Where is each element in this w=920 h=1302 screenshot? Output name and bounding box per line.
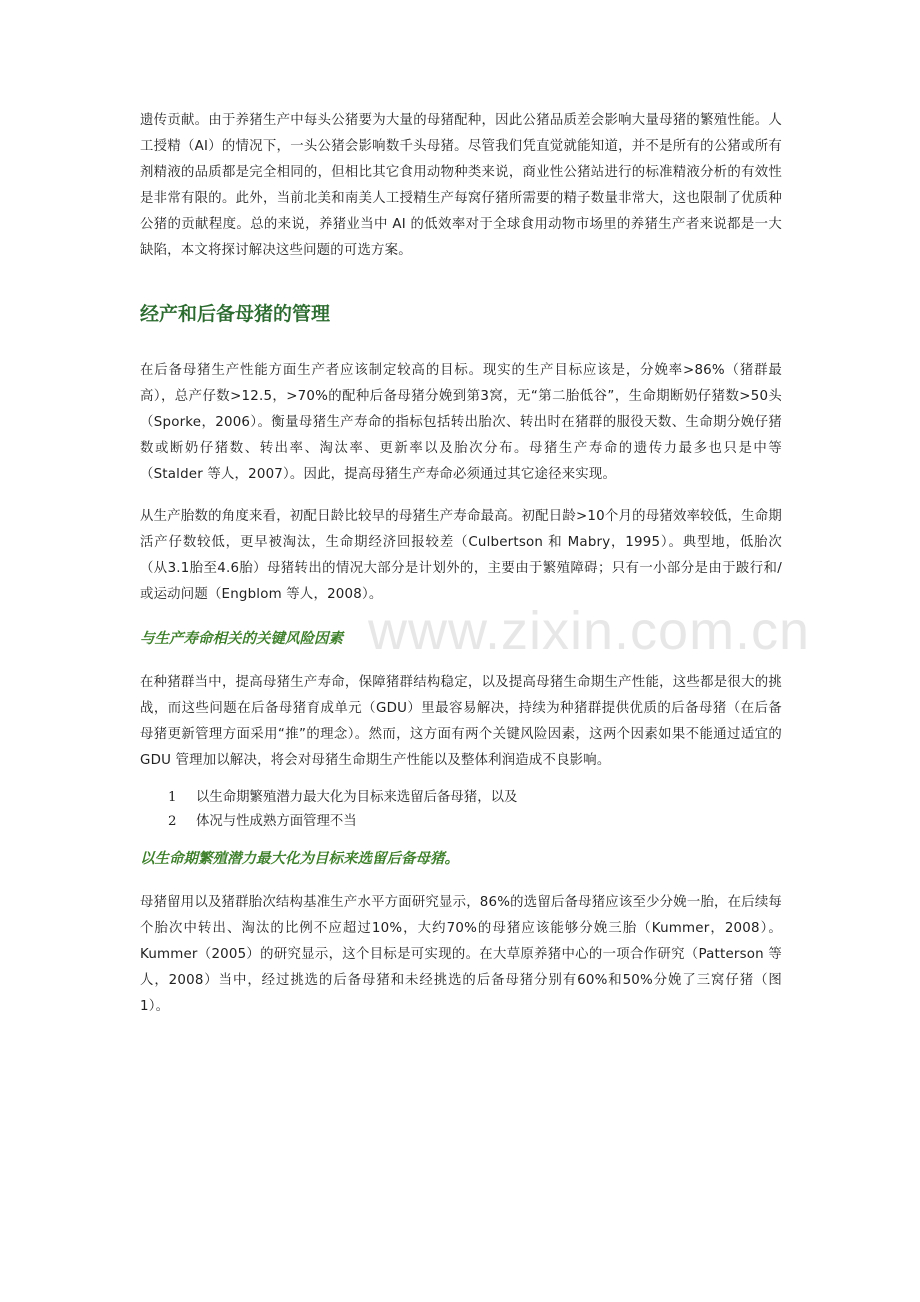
list-item-number: 2	[168, 814, 177, 829]
list-item	[140, 786, 782, 810]
list-item-number: 1	[168, 790, 177, 805]
paragraph-gdu: 在种猪群当中，提高母猪生产寿命，保障猪群结构稳定，以及提高母猪生命期生产性能，这些都是很大的挑战，而这些问题在后备母猪育成单元（GDU）里最容易解决，持续为种猪群提供优质的后备母猪（在后备母猪更新管理方面采用“推”的理念）。然而，这方面有两个关键风险因素，这两个因素如果不能通过适宜的 GDU 管理加以解决，将会对母猪生命期生产性能以及整体利润造成不良影响。	[140, 675, 782, 768]
subheading-risk-factors: 与生产寿命相关的关键风险因素	[140, 631, 343, 647]
list-item-text: 以生命期繁殖潜力最大化为目标来选留后备母猪，以及	[196, 790, 518, 805]
list-item-text: 体况与性成熟方面管理不当	[196, 814, 357, 829]
paragraph-intro: 遗传贡献。由于养猪生产中每头公猪要为大量的母猪配种，因此公猪品质差会影响大量母猪的繁殖性能。人工授精（AI）的情况下，一头公猪会影响数千头母猪。尽管我们凭直觉就能知道，并不是所有的公猪或所有剂精液的品质都是完全相同的，但相比其它食用动物种类来说，商业性公猪站进行的标准精液分析的有效性是非常有限的。此外，当前北美和南美人工授精生产每窝仔猪所需要的精子数量非常大，这也限制了优质种公猪的贡献程度。总的来说，养猪业当中 AI 的低效率对于全球食用动物市场里的养猪生产者来说都是一大缺陷，本文将探讨解决这些问题的可选方案。	[140, 113, 782, 258]
paragraph-retention: 母猪留用以及猪群胎次结构基准生产水平方面研究显示，86%的选留后备母猪应该至少分娩一胎，在后续每个胎次中转出、淘汰的比例不应超过10%，大约70%的母猪应该能够分娩三胎（Kummer，2008）。Kummer（2005）的研究显示，这个目标是可实现的。在大草原养猪中心的一项合作研究（Patterson 等人，2008）当中，经过挑选的后备母猪和未经挑选的后备母猪分别有60%和50%分娩了三窝仔猪（图 1）。	[140, 895, 782, 1014]
subheading-gilt-selection: 以生命期繁殖潜力最大化为目标来选留后备母猪。	[140, 851, 459, 867]
risk-factor-list	[140, 786, 782, 834]
document-page	[140, 108, 782, 1020]
section-heading: 经产和后备母猪的管理	[140, 303, 331, 325]
paragraph-first-mating: 从生产胎数的角度来看，初配日龄比较早的母猪生产寿命最高。初配日龄>10个月的母猪效率较低，生命期活产仔数较低，更早被淘汰，生命期经济回报较差（Culbertson 和 Mabry，1995）。典型地，低胎次（从3.1胎至4.6胎）母猪转出的情况大部分是计划外的，主要由于繁殖障碍；只有一小部分是由于跛行和/或运动问题（Engblom 等人，2008）。	[140, 509, 782, 602]
paragraph-targets: 在后备母猪生产性能方面生产者应该制定较高的目标。现实的生产目标应该是，分娩率>86%（猪群最高），总产仔数>12.5，>70%的配种后备母猪分娩到第3窝，无“第二胎低谷”，生命期断奶仔猪数>50头（Sporke，2006）。衡量母猪生产寿命的指标包括转出胎次、转出时在猪群的服役天数、生命期分娩仔猪数或断奶仔猪数、转出率、淘汰率、更新率以及胎次分布。母猪生产寿命的遗传力最多也只是中等（Stalder 等人，2007）。因此，提高母猪生产寿命必须通过其它途径来实现。	[140, 363, 782, 482]
watermark: www.zixin.com.cn	[368, 601, 811, 661]
list-item	[140, 810, 782, 834]
